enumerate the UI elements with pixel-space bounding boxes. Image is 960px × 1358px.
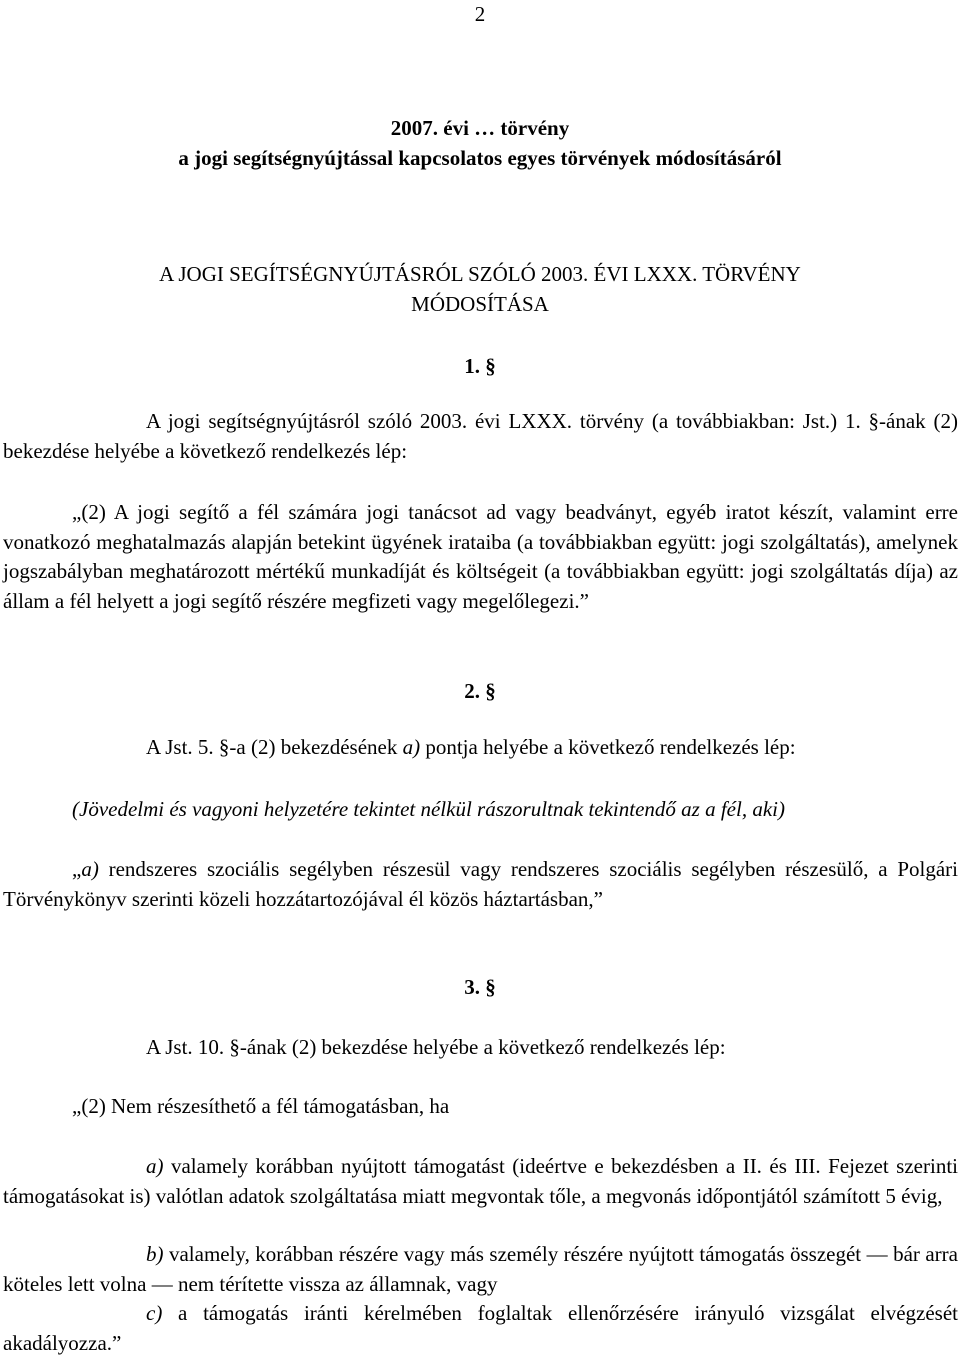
item-a-letter: a) — [146, 1154, 164, 1178]
section-1-quote: „(2) A jogi segítő a fél számára jogi tanácsot ad vagy beadványt, egyéb iratot készít, valamint erre vonatkozó meghatalmazás alapján betekint ügyének irataiba (a továbbiakban együtt: jogi szolgáltatás), amelynek jogszabályban meghatározott mértékű munkadíját és költségeit (a továbbiakban együtt: jogi szolgáltatás díja) az állam a fél helyett a jogi segítő részére megfizeti vagy megelőlegezi.” — [3, 500, 958, 613]
section-2-intro — [3, 733, 958, 763]
section-2-quote-open: „ — [72, 857, 82, 881]
law-title-line1: 2007. évi … törvény — [390, 116, 570, 140]
page-number: 2 — [474, 2, 486, 26]
section-2-number: 2. § — [464, 679, 496, 703]
item-b-letter: b) — [146, 1242, 164, 1266]
section-2-quote-text: rendszeres szociális segélyben részesül vagy rendszeres szociális segélyben részesülő, a Polgári Törvénykönyv szerinti közeli hozzátartozójával él közös háztartásban,” — [3, 857, 958, 911]
section-3-item-a — [3, 1152, 958, 1211]
section-2-intro-point: a) — [402, 735, 421, 759]
section-3-item-b — [3, 1240, 958, 1299]
item-a-text: valamely korábban nyújtott támogatást (ideértve e bekezdésben a II. és III. Fejezet szerinti támogatásokat is) valótlan adatok szolgáltatása miatt megvontak tőle, a megvonás időpontjától számított 5 évig, — [3, 1154, 958, 1208]
section-2-intro-a: A Jst. 5. §-a (2) bekezdésének — [146, 735, 403, 759]
item-c-letter: c) — [146, 1301, 163, 1325]
part-title-line1: A JOGI SEGÍTSÉGNYÚJTÁSRÓL SZÓLÓ 2003. ÉVI LXXX. TÖRVÉNY — [159, 262, 801, 286]
item-c-text: a támogatás iránti kérelmében foglaltak ellenőrzésére irányuló vizsgálat elvégzését akadályozza.” — [3, 1301, 958, 1355]
section-2-quote-letter: a) — [81, 857, 99, 881]
item-b-text: valamely, korábban részére vagy más személy részére nyújtott támogatás összegét — bár arra köteles lett volna — nem térítette vissza az államnak, vagy — [3, 1242, 958, 1296]
part-title-line2: MÓDOSÍTÁSA — [411, 292, 549, 316]
section-3-item-c — [3, 1299, 958, 1358]
section-3-intro: A Jst. 10. §-ának (2) bekezdése helyébe a következő rendelkezés lép: — [146, 1035, 726, 1059]
section-2-intro-b: pontja helyébe a következő rendelkezés lép: — [420, 735, 796, 759]
section-1-number: 1. § — [464, 354, 496, 378]
section-2-context: (Jövedelmi és vagyoni helyzetére tekintet nélkül rászorultnak tekintendő az a fél, aki) — [72, 797, 785, 821]
section-1-intro: A jogi segítségnyújtásról szóló 2003. évi LXXX. törvény (a továbbiakban: Jst.) 1. §-ának (2) bekezdése helyébe a következő rendelkezés lép: — [3, 409, 958, 463]
section-2-quote — [3, 855, 958, 914]
section-3-number: 3. § — [464, 975, 496, 999]
law-title-line2: a jogi segítségnyújtással kapcsolatos egyes törvények módosításáról — [178, 146, 782, 170]
section-3-quote: „(2) Nem részesíthető a fél támogatásban, ha — [72, 1094, 450, 1118]
